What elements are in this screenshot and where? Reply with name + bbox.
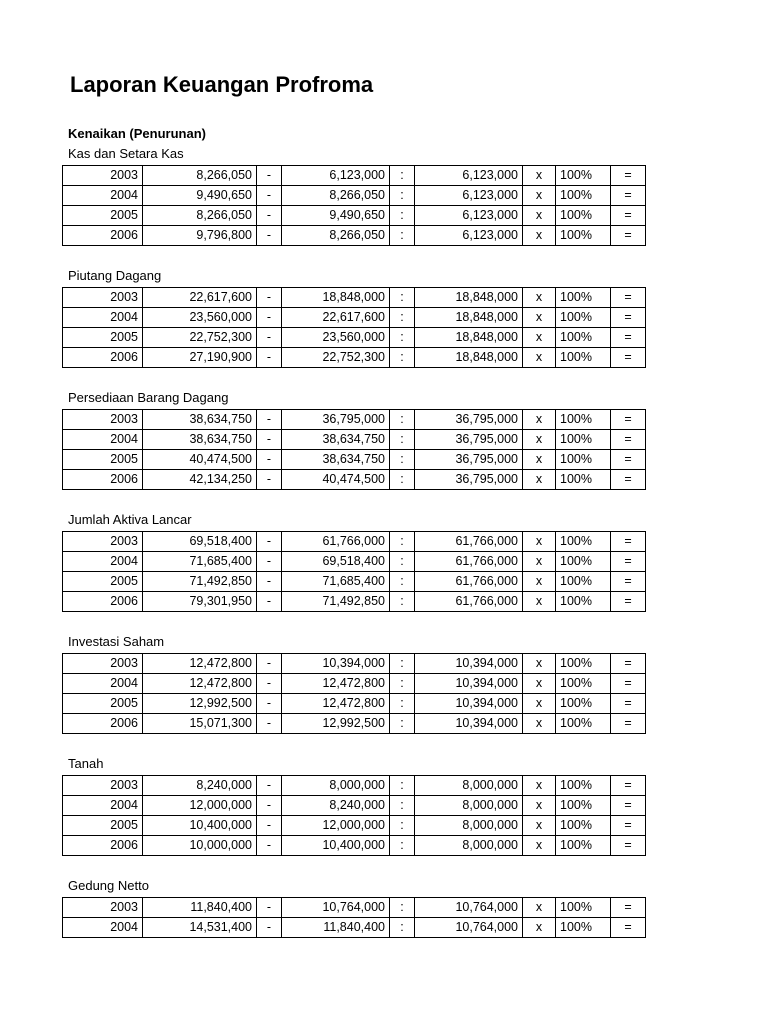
- current-value-cell: 12,472,800: [143, 654, 257, 674]
- colon-cell: :: [390, 572, 415, 592]
- percent-cell: 100%: [556, 816, 611, 836]
- times-cell: x: [523, 898, 556, 918]
- times-cell: x: [523, 776, 556, 796]
- base-value-cell: 10,764,000: [415, 898, 523, 918]
- year-cell: 2004: [63, 918, 143, 938]
- previous-value-cell: 11,840,400: [282, 918, 390, 938]
- current-value-cell: 69,518,400: [143, 532, 257, 552]
- table-row: [63, 674, 646, 694]
- colon-cell: :: [390, 206, 415, 226]
- table-row: [63, 552, 646, 572]
- percent-cell: 100%: [556, 288, 611, 308]
- year-cell: 2006: [63, 470, 143, 490]
- year-cell: 2003: [63, 898, 143, 918]
- equals-cell: =: [611, 166, 646, 186]
- year-cell: 2006: [63, 714, 143, 734]
- base-value-cell: 36,795,000: [415, 450, 523, 470]
- year-cell: 2005: [63, 572, 143, 592]
- times-cell: x: [523, 694, 556, 714]
- equals-cell: =: [611, 450, 646, 470]
- minus-cell: -: [257, 288, 282, 308]
- current-value-cell: 71,685,400: [143, 552, 257, 572]
- previous-value-cell: 12,000,000: [282, 816, 390, 836]
- equals-cell: =: [611, 572, 646, 592]
- year-cell: 2003: [63, 776, 143, 796]
- year-cell: 2005: [63, 206, 143, 226]
- base-value-cell: 61,766,000: [415, 592, 523, 612]
- previous-value-cell: 8,266,050: [282, 186, 390, 206]
- year-cell: 2003: [63, 166, 143, 186]
- colon-cell: :: [390, 796, 415, 816]
- colon-cell: :: [390, 714, 415, 734]
- base-value-cell: 6,123,000: [415, 166, 523, 186]
- colon-cell: :: [390, 592, 415, 612]
- previous-value-cell: 12,992,500: [282, 714, 390, 734]
- percent-cell: 100%: [556, 166, 611, 186]
- minus-cell: -: [257, 694, 282, 714]
- times-cell: x: [523, 206, 556, 226]
- current-value-cell: 38,634,750: [143, 410, 257, 430]
- base-value-cell: 36,795,000: [415, 430, 523, 450]
- times-cell: x: [523, 592, 556, 612]
- minus-cell: -: [257, 206, 282, 226]
- table-row: [63, 816, 646, 836]
- colon-cell: :: [390, 288, 415, 308]
- equals-cell: =: [611, 288, 646, 308]
- current-value-cell: 11,840,400: [143, 898, 257, 918]
- financial-table: [62, 531, 646, 612]
- times-cell: x: [523, 186, 556, 206]
- colon-cell: :: [390, 410, 415, 430]
- year-cell: 2005: [63, 450, 143, 470]
- base-value-cell: 10,394,000: [415, 674, 523, 694]
- table-row: [63, 836, 646, 856]
- times-cell: x: [523, 410, 556, 430]
- times-cell: x: [523, 430, 556, 450]
- year-cell: 2003: [63, 532, 143, 552]
- current-value-cell: 38,634,750: [143, 430, 257, 450]
- base-value-cell: 36,795,000: [415, 410, 523, 430]
- previous-value-cell: 9,490,650: [282, 206, 390, 226]
- equals-cell: =: [611, 898, 646, 918]
- table-row: [63, 288, 646, 308]
- year-cell: 2006: [63, 226, 143, 246]
- previous-value-cell: 61,766,000: [282, 532, 390, 552]
- table-row: [63, 918, 646, 938]
- percent-cell: 100%: [556, 796, 611, 816]
- percent-cell: 100%: [556, 776, 611, 796]
- times-cell: x: [523, 796, 556, 816]
- minus-cell: -: [257, 918, 282, 938]
- colon-cell: :: [390, 816, 415, 836]
- percent-cell: 100%: [556, 694, 611, 714]
- base-value-cell: 61,766,000: [415, 572, 523, 592]
- table-row: [63, 532, 646, 552]
- previous-value-cell: 22,752,300: [282, 348, 390, 368]
- times-cell: x: [523, 328, 556, 348]
- previous-value-cell: 6,123,000: [282, 166, 390, 186]
- previous-value-cell: 12,472,800: [282, 674, 390, 694]
- minus-cell: -: [257, 186, 282, 206]
- previous-value-cell: 71,685,400: [282, 572, 390, 592]
- section-label: Jumlah Aktiva Lancar: [68, 512, 192, 527]
- table-row: [63, 348, 646, 368]
- base-value-cell: 8,000,000: [415, 836, 523, 856]
- previous-value-cell: 38,634,750: [282, 430, 390, 450]
- colon-cell: :: [390, 918, 415, 938]
- year-cell: 2004: [63, 430, 143, 450]
- table-row: [63, 410, 646, 430]
- previous-value-cell: 8,266,050: [282, 226, 390, 246]
- percent-cell: 100%: [556, 348, 611, 368]
- table-row: [63, 796, 646, 816]
- minus-cell: -: [257, 572, 282, 592]
- minus-cell: -: [257, 430, 282, 450]
- base-value-cell: 10,394,000: [415, 694, 523, 714]
- colon-cell: :: [390, 328, 415, 348]
- previous-value-cell: 10,764,000: [282, 898, 390, 918]
- minus-cell: -: [257, 532, 282, 552]
- colon-cell: :: [390, 532, 415, 552]
- base-value-cell: 6,123,000: [415, 226, 523, 246]
- table-row: [63, 572, 646, 592]
- percent-cell: 100%: [556, 430, 611, 450]
- equals-cell: =: [611, 592, 646, 612]
- times-cell: x: [523, 226, 556, 246]
- minus-cell: -: [257, 898, 282, 918]
- equals-cell: =: [611, 552, 646, 572]
- section-label: Piutang Dagang: [68, 268, 162, 283]
- previous-value-cell: 10,400,000: [282, 836, 390, 856]
- colon-cell: :: [390, 470, 415, 490]
- table-row: [63, 226, 646, 246]
- percent-cell: 100%: [556, 410, 611, 430]
- equals-cell: =: [611, 186, 646, 206]
- minus-cell: -: [257, 166, 282, 186]
- base-value-cell: 36,795,000: [415, 470, 523, 490]
- colon-cell: :: [390, 348, 415, 368]
- equals-cell: =: [611, 796, 646, 816]
- percent-cell: 100%: [556, 714, 611, 734]
- previous-value-cell: 12,472,800: [282, 694, 390, 714]
- year-cell: 2005: [63, 694, 143, 714]
- equals-cell: =: [611, 654, 646, 674]
- minus-cell: -: [257, 328, 282, 348]
- previous-value-cell: 36,795,000: [282, 410, 390, 430]
- percent-cell: 100%: [556, 918, 611, 938]
- base-value-cell: 18,848,000: [415, 288, 523, 308]
- previous-value-cell: 10,394,000: [282, 654, 390, 674]
- section-subtitle: Kenaikan (Penurunan): [68, 126, 206, 141]
- table-row: [63, 166, 646, 186]
- equals-cell: =: [611, 816, 646, 836]
- percent-cell: 100%: [556, 470, 611, 490]
- colon-cell: :: [390, 226, 415, 246]
- minus-cell: -: [257, 470, 282, 490]
- minus-cell: -: [257, 816, 282, 836]
- minus-cell: -: [257, 410, 282, 430]
- minus-cell: -: [257, 592, 282, 612]
- previous-value-cell: 71,492,850: [282, 592, 390, 612]
- previous-value-cell: 18,848,000: [282, 288, 390, 308]
- year-cell: 2006: [63, 348, 143, 368]
- year-cell: 2003: [63, 410, 143, 430]
- table-row: [63, 654, 646, 674]
- current-value-cell: 40,474,500: [143, 450, 257, 470]
- base-value-cell: 8,000,000: [415, 776, 523, 796]
- table-row: [63, 450, 646, 470]
- equals-cell: =: [611, 776, 646, 796]
- year-cell: 2004: [63, 308, 143, 328]
- financial-table: [62, 897, 646, 938]
- current-value-cell: 8,266,050: [143, 206, 257, 226]
- percent-cell: 100%: [556, 654, 611, 674]
- year-cell: 2005: [63, 816, 143, 836]
- minus-cell: -: [257, 796, 282, 816]
- previous-value-cell: 8,240,000: [282, 796, 390, 816]
- current-value-cell: 10,400,000: [143, 816, 257, 836]
- current-value-cell: 10,000,000: [143, 836, 257, 856]
- times-cell: x: [523, 918, 556, 938]
- equals-cell: =: [611, 206, 646, 226]
- section-label: Tanah: [68, 756, 104, 771]
- table-row: [63, 694, 646, 714]
- current-value-cell: 15,071,300: [143, 714, 257, 734]
- base-value-cell: 10,394,000: [415, 654, 523, 674]
- equals-cell: =: [611, 348, 646, 368]
- current-value-cell: 14,531,400: [143, 918, 257, 938]
- previous-value-cell: 69,518,400: [282, 552, 390, 572]
- times-cell: x: [523, 532, 556, 552]
- section-label: Kas dan Setara Kas: [68, 146, 184, 161]
- equals-cell: =: [611, 328, 646, 348]
- times-cell: x: [523, 288, 556, 308]
- equals-cell: =: [611, 674, 646, 694]
- base-value-cell: 18,848,000: [415, 328, 523, 348]
- minus-cell: -: [257, 674, 282, 694]
- table-row: [63, 592, 646, 612]
- table-row: [63, 308, 646, 328]
- times-cell: x: [523, 572, 556, 592]
- previous-value-cell: 40,474,500: [282, 470, 390, 490]
- minus-cell: -: [257, 776, 282, 796]
- minus-cell: -: [257, 654, 282, 674]
- year-cell: 2006: [63, 836, 143, 856]
- base-value-cell: 8,000,000: [415, 816, 523, 836]
- percent-cell: 100%: [556, 532, 611, 552]
- table-row: [63, 206, 646, 226]
- percent-cell: 100%: [556, 206, 611, 226]
- year-cell: 2003: [63, 654, 143, 674]
- times-cell: x: [523, 552, 556, 572]
- equals-cell: =: [611, 836, 646, 856]
- minus-cell: -: [257, 552, 282, 572]
- base-value-cell: 10,764,000: [415, 918, 523, 938]
- previous-value-cell: 23,560,000: [282, 328, 390, 348]
- percent-cell: 100%: [556, 898, 611, 918]
- equals-cell: =: [611, 470, 646, 490]
- equals-cell: =: [611, 410, 646, 430]
- base-value-cell: 6,123,000: [415, 206, 523, 226]
- times-cell: x: [523, 470, 556, 490]
- previous-value-cell: 22,617,600: [282, 308, 390, 328]
- minus-cell: -: [257, 714, 282, 734]
- financial-table: [62, 287, 646, 368]
- base-value-cell: 8,000,000: [415, 796, 523, 816]
- colon-cell: :: [390, 186, 415, 206]
- colon-cell: :: [390, 308, 415, 328]
- year-cell: 2006: [63, 592, 143, 612]
- current-value-cell: 42,134,250: [143, 470, 257, 490]
- previous-value-cell: 8,000,000: [282, 776, 390, 796]
- current-value-cell: 22,752,300: [143, 328, 257, 348]
- current-value-cell: 12,992,500: [143, 694, 257, 714]
- table-row: [63, 470, 646, 490]
- equals-cell: =: [611, 308, 646, 328]
- year-cell: 2005: [63, 328, 143, 348]
- current-value-cell: 71,492,850: [143, 572, 257, 592]
- colon-cell: :: [390, 776, 415, 796]
- current-value-cell: 23,560,000: [143, 308, 257, 328]
- current-value-cell: 12,472,800: [143, 674, 257, 694]
- current-value-cell: 8,240,000: [143, 776, 257, 796]
- table-row: [63, 898, 646, 918]
- times-cell: x: [523, 166, 556, 186]
- current-value-cell: 22,617,600: [143, 288, 257, 308]
- year-cell: 2004: [63, 552, 143, 572]
- minus-cell: -: [257, 348, 282, 368]
- times-cell: x: [523, 654, 556, 674]
- equals-cell: =: [611, 430, 646, 450]
- colon-cell: :: [390, 898, 415, 918]
- times-cell: x: [523, 348, 556, 368]
- current-value-cell: 9,490,650: [143, 186, 257, 206]
- year-cell: 2004: [63, 796, 143, 816]
- colon-cell: :: [390, 654, 415, 674]
- base-value-cell: 18,848,000: [415, 308, 523, 328]
- percent-cell: 100%: [556, 186, 611, 206]
- base-value-cell: 61,766,000: [415, 532, 523, 552]
- current-value-cell: 12,000,000: [143, 796, 257, 816]
- page-title: Laporan Keuangan Profroma: [70, 72, 374, 97]
- section-label: Investasi Saham: [68, 634, 165, 649]
- equals-cell: =: [611, 918, 646, 938]
- year-cell: 2004: [63, 186, 143, 206]
- minus-cell: -: [257, 450, 282, 470]
- financial-table: [62, 775, 646, 856]
- table-row: [63, 776, 646, 796]
- section-label: Gedung Netto: [68, 878, 149, 893]
- colon-cell: :: [390, 552, 415, 572]
- percent-cell: 100%: [556, 308, 611, 328]
- financial-table: [62, 409, 646, 490]
- times-cell: x: [523, 836, 556, 856]
- percent-cell: 100%: [556, 592, 611, 612]
- equals-cell: =: [611, 532, 646, 552]
- percent-cell: 100%: [556, 572, 611, 592]
- current-value-cell: 79,301,950: [143, 592, 257, 612]
- times-cell: x: [523, 674, 556, 694]
- times-cell: x: [523, 714, 556, 734]
- equals-cell: =: [611, 694, 646, 714]
- current-value-cell: 27,190,900: [143, 348, 257, 368]
- colon-cell: :: [390, 836, 415, 856]
- year-cell: 2003: [63, 288, 143, 308]
- table-row: [63, 714, 646, 734]
- colon-cell: :: [390, 694, 415, 714]
- percent-cell: 100%: [556, 328, 611, 348]
- colon-cell: :: [390, 674, 415, 694]
- base-value-cell: 6,123,000: [415, 186, 523, 206]
- times-cell: x: [523, 816, 556, 836]
- percent-cell: 100%: [556, 552, 611, 572]
- colon-cell: :: [390, 166, 415, 186]
- financial-table: [62, 165, 646, 246]
- table-row: [63, 328, 646, 348]
- year-cell: 2004: [63, 674, 143, 694]
- section-label: Persediaan Barang Dagang: [68, 390, 229, 405]
- base-value-cell: 10,394,000: [415, 714, 523, 734]
- percent-cell: 100%: [556, 674, 611, 694]
- minus-cell: -: [257, 308, 282, 328]
- table-row: [63, 430, 646, 450]
- financial-table: [62, 653, 646, 734]
- base-value-cell: 18,848,000: [415, 348, 523, 368]
- current-value-cell: 9,796,800: [143, 226, 257, 246]
- current-value-cell: 8,266,050: [143, 166, 257, 186]
- table-row: [63, 186, 646, 206]
- times-cell: x: [523, 308, 556, 328]
- equals-cell: =: [611, 714, 646, 734]
- minus-cell: -: [257, 836, 282, 856]
- base-value-cell: 61,766,000: [415, 552, 523, 572]
- colon-cell: :: [390, 430, 415, 450]
- colon-cell: :: [390, 450, 415, 470]
- minus-cell: -: [257, 226, 282, 246]
- percent-cell: 100%: [556, 226, 611, 246]
- equals-cell: =: [611, 226, 646, 246]
- times-cell: x: [523, 450, 556, 470]
- percent-cell: 100%: [556, 450, 611, 470]
- percent-cell: 100%: [556, 836, 611, 856]
- previous-value-cell: 38,634,750: [282, 450, 390, 470]
